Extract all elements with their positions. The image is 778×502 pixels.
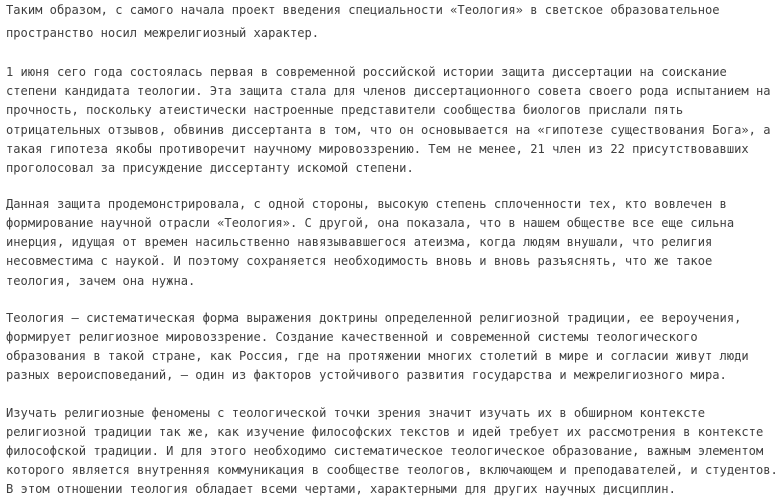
- text-line: такая гипотеза якобы противоречит научному мировоззрению. Тем не менее, 21 член из 22 присутствовавших: [6, 142, 749, 156]
- text-line: Теология — систематическая форма выражения доктрины определенной религиозной традиции, ее вероучения,: [6, 311, 742, 325]
- text-line: Изучать религиозные феномены с теологической точки зрения значит изучать их в обширном контексте: [6, 406, 705, 420]
- text-line: отрицательных отзывов, обвинив диссертанта в том, что он основывается на «гипотезе существования Бога», а: [6, 123, 771, 137]
- text-line: 1 июня сего года состоялась первая в современной российской истории защита диссертации на соискание: [6, 65, 727, 79]
- text-line: философской традиции. И для этого необходимо систематическое теологическое образование, важным элементом: [6, 444, 764, 458]
- text-line: теология, зачем она нужна.: [6, 274, 196, 288]
- text-line: Данная защита продемонстрировала, с одной стороны, высокую степень сплоченности тех, кто вовлечен в: [6, 197, 727, 211]
- text-line: Таким образом, с самого начала проект введения специальности «Теология» в светское образовательное: [6, 3, 720, 17]
- text-line: В этом отношении теология обладает всеми чертами, характерными для других научных дисциплин.: [6, 482, 676, 496]
- text-line: прочность, поскольку атеистически настроенные представители сообщества биологов прислали пять: [6, 103, 684, 117]
- text-line: образования в такой стране, как Россия, где на протяжении многих столетий в мире и согласии живут люди: [6, 349, 749, 363]
- text-line: пространство носил межрелигиозный характер.: [6, 26, 320, 40]
- text-line: разных вероисповеданий, — один из факторов устойчивого развития государства и межрелигиозного мира.: [6, 368, 727, 382]
- text-line: формирует религиозное мировоззрение. Создание качественной и современной системы теологического: [6, 330, 698, 344]
- text-line: формирование научной отрасли «Теология». С другой, она показала, что в нашем обществе все еще сильна: [6, 216, 735, 230]
- text-line: инерция, идущая от времен насильственно навязывавшегося атеизма, когда людям внушали, что религия: [6, 235, 713, 249]
- text-line: несовместима с наукой. И поэтому сохраняется необходимость вновь и вновь разъяснять, что же такое: [6, 254, 713, 268]
- text-line: которого является внутренняя коммуникация в сообществе теологов, включающем и преподавателей, и студентов.: [6, 463, 778, 477]
- text-line: проголосовал за присуждение диссертанту искомой степени.: [6, 161, 414, 175]
- text-line: религиозной традиции так же, как изучение философских текстов и идей требует их рассмотрения в контексте: [6, 425, 764, 439]
- text-line: степени кандидата теологии. Эта защита стала для членов диссертационного совета своего рода испытанием на: [6, 84, 771, 98]
